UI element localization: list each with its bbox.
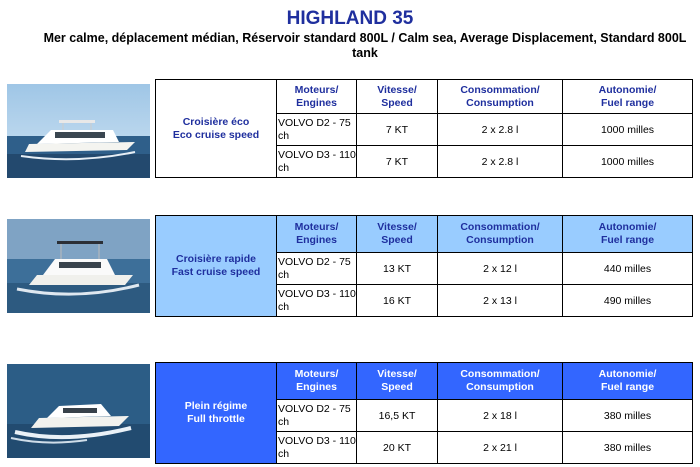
col-range-header: Autonomie/ Fuel range: [563, 363, 693, 400]
table-header-row: [156, 216, 693, 253]
spec-table-fast: [155, 215, 693, 317]
mode-label: Croisière éco Eco cruise speed: [156, 80, 277, 178]
engine-cell: VOLVO D3 - 110 ch: [277, 285, 357, 317]
col-speed-header: Vitesse/ Speed: [357, 216, 438, 253]
col-speed-header: Vitesse/ Speed: [357, 80, 438, 114]
consumption-cell: 2 x 12 l: [438, 253, 563, 285]
col-consumption-header: Consommation/ Consumption: [438, 80, 563, 114]
range-cell: 380 milles: [563, 432, 693, 464]
consumption-cell: 2 x 13 l: [438, 285, 563, 317]
spec-table-full: [155, 362, 693, 464]
table-header-row: [156, 363, 693, 400]
consumption-cell: 2 x 21 l: [438, 432, 563, 464]
page-subtitle: Mer calme, déplacement médian, Réservoir standard 800L / Calm sea, Average Displacement, Standard 800L tank: [43, 31, 687, 60]
consumption-cell: 2 x 2.8 l: [438, 114, 563, 146]
range-cell: 380 milles: [563, 400, 693, 432]
spec-table-eco: [155, 79, 693, 178]
engine-cell: VOLVO D3 - 110 ch: [277, 146, 357, 178]
col-engines-header: Moteurs/ Engines: [277, 80, 357, 114]
consumption-cell: 2 x 2.8 l: [438, 146, 563, 178]
table-header-row: [156, 80, 693, 114]
boat-photo-fast: [7, 219, 150, 313]
col-speed-header: Vitesse/ Speed: [357, 363, 438, 400]
page-title: HIGHLAND 35: [286, 8, 414, 29]
speed-cell: 20 KT: [357, 432, 438, 464]
engine-cell: VOLVO D2 - 75 ch: [277, 400, 357, 432]
speed-cell: 7 KT: [357, 114, 438, 146]
col-range-header: Autonomie/ Fuel range: [563, 80, 693, 114]
range-cell: 1000 milles: [563, 146, 693, 178]
speed-cell: 7 KT: [357, 146, 438, 178]
col-engines-header: Moteurs/ Engines: [277, 216, 357, 253]
speed-cell: 16 KT: [357, 285, 438, 317]
speed-cell: 13 KT: [357, 253, 438, 285]
mode-label: Croisière rapide Fast cruise speed: [156, 216, 277, 317]
boat-photo-eco: [7, 84, 150, 178]
speed-cell: 16,5 KT: [357, 400, 438, 432]
engine-cell: VOLVO D3 - 110 ch: [277, 432, 357, 464]
range-cell: 490 milles: [563, 285, 693, 317]
engine-cell: VOLVO D2 - 75 ch: [277, 253, 357, 285]
range-cell: 440 milles: [563, 253, 693, 285]
boat-photo-full: [7, 364, 150, 458]
engine-cell: VOLVO D2 - 75 ch: [277, 114, 357, 146]
col-consumption-header: Consommation/ Consumption: [438, 216, 563, 253]
mode-label: Plein régime Full throttle: [156, 363, 277, 464]
consumption-cell: 2 x 18 l: [438, 400, 563, 432]
col-engines-header: Moteurs/ Engines: [277, 363, 357, 400]
col-range-header: Autonomie/ Fuel range: [563, 216, 693, 253]
col-consumption-header: Consommation/ Consumption: [438, 363, 563, 400]
range-cell: 1000 milles: [563, 114, 693, 146]
